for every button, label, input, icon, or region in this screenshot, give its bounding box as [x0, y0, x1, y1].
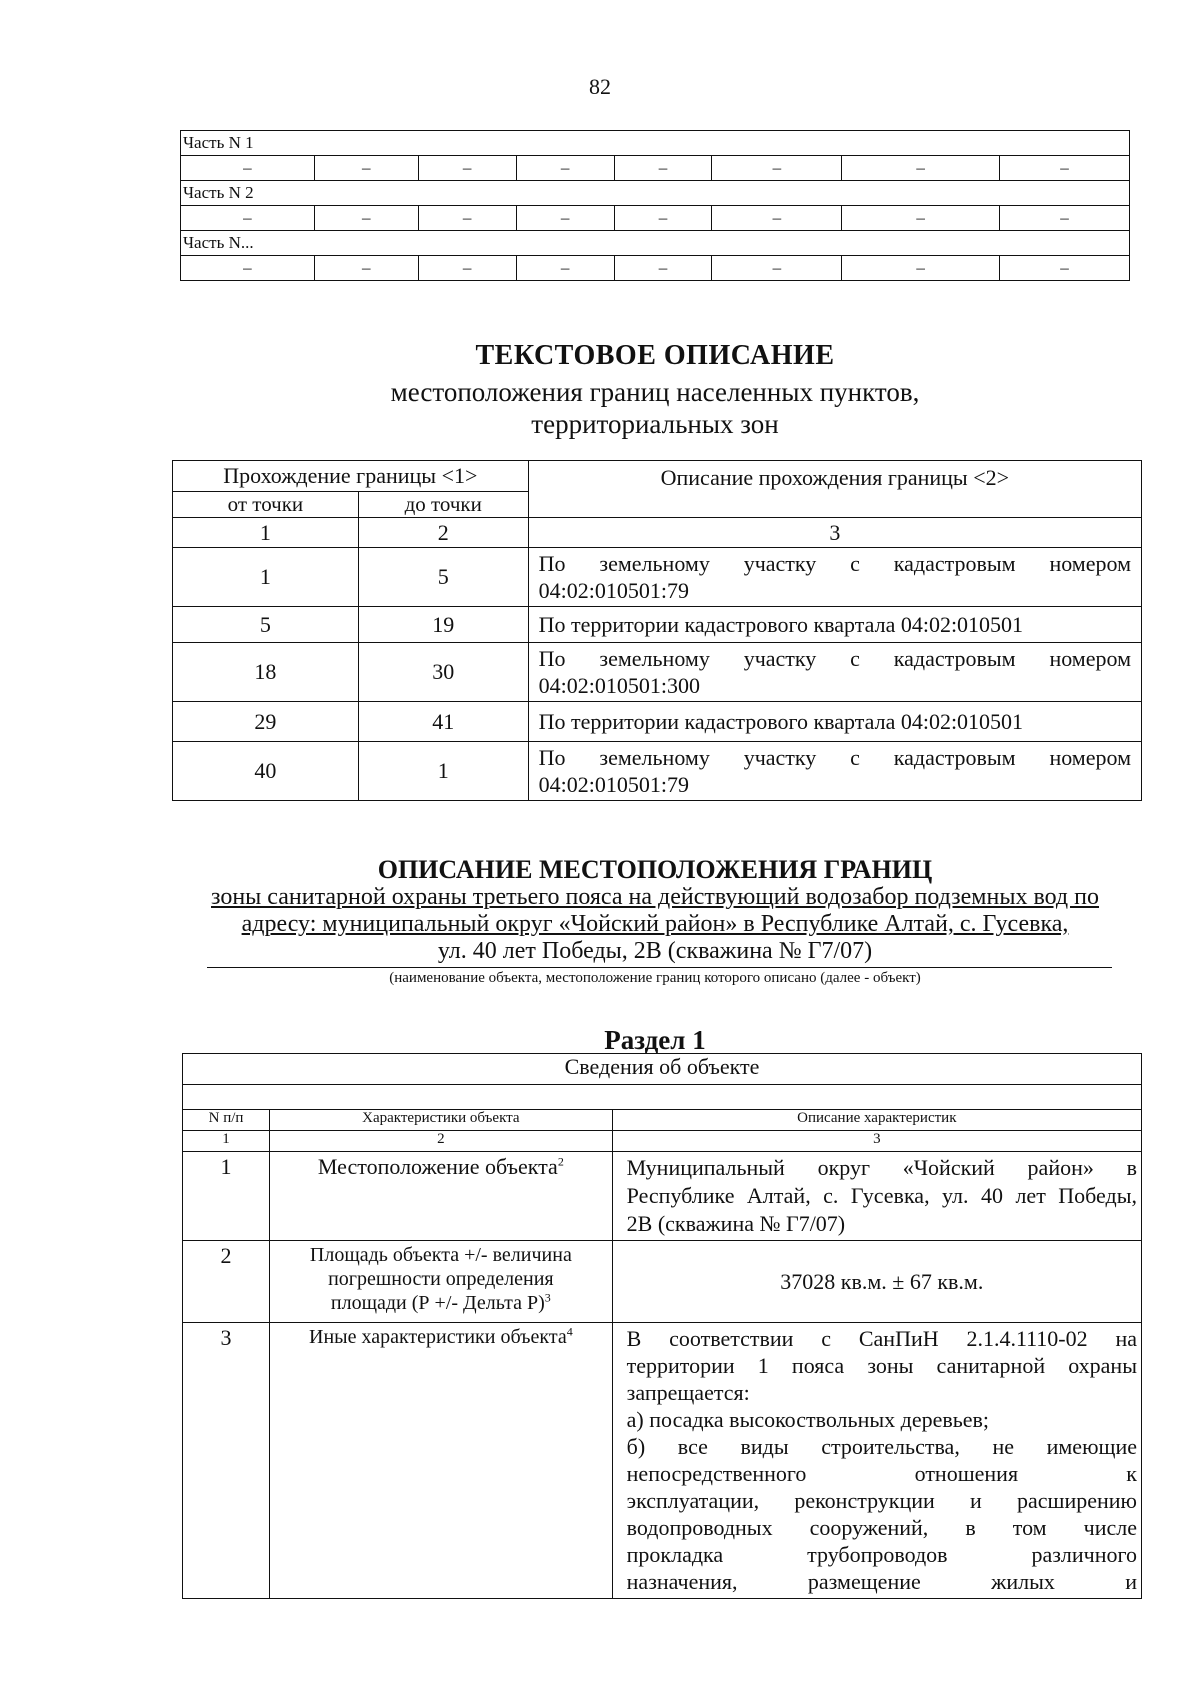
characteristic-name — [270, 1152, 613, 1241]
to-point-cell: 30 — [358, 643, 528, 702]
part-dash-row — [181, 256, 1130, 281]
table-row — [173, 643, 1142, 702]
header-passage: Прохождение границы <1> — [173, 461, 529, 492]
value-line: территории 1 пояса зоны санитарной охраны — [626, 1353, 1137, 1378]
header-description: Описание прохождения границы <2> — [528, 461, 1141, 518]
page-number: 82 — [589, 74, 611, 99]
from-point-cell: 40 — [173, 742, 359, 801]
dash-cell: – — [1000, 156, 1130, 181]
value-line: запрещается: — [626, 1380, 750, 1405]
part-label: Часть N... — [181, 231, 1130, 256]
column-number: 3 — [612, 1131, 1141, 1152]
characteristic-name — [270, 1323, 613, 1599]
dash-cell: – — [712, 256, 842, 281]
dash-cell: – — [614, 156, 712, 181]
footnote-mark: 2 — [557, 1154, 564, 1169]
dash-cell: – — [314, 156, 418, 181]
object-name-line: зоны санитарной охраны третьего пояса на действующий водозабор подземных вод по — [211, 884, 1099, 910]
dash-cell: – — [314, 206, 418, 231]
to-point-cell: 19 — [358, 607, 528, 643]
to-point-cell: 5 — [358, 548, 528, 607]
header-to-point: до точки — [358, 492, 528, 518]
parts-table — [180, 130, 1130, 281]
column-number: 3 — [528, 518, 1141, 548]
description-cell: По территории кадастрового квартала 04:02:010501 — [528, 607, 1141, 643]
part-label: Часть N 1 — [181, 131, 1130, 156]
characteristic-name — [270, 1241, 613, 1323]
part-label-row — [181, 181, 1130, 206]
dash-cell: – — [418, 156, 516, 181]
dash-cell: – — [1000, 256, 1130, 281]
text-description-title: ТЕКСТОВОЕ ОПИСАНИЕ — [475, 340, 835, 371]
object-name-line: ул. 40 лет Победы, 2В (скважина № Г7/07) — [437, 938, 873, 964]
dash-cell: – — [181, 256, 315, 281]
characteristic-name-text: Иные характеристики объекта — [309, 1326, 567, 1348]
characteristic-value — [612, 1152, 1141, 1241]
blank-cell — [183, 1085, 1142, 1110]
dash-cell: – — [418, 206, 516, 231]
description-line: 04:02:010501:79 — [538, 772, 689, 797]
text-description-subtitle: территориальных зон — [531, 409, 779, 439]
value-line: Республике Алтай, с. Гусевка, ул. 40 лет Победы, — [626, 1183, 1137, 1208]
characteristic-name-line: погрешности определения — [328, 1268, 554, 1290]
from-point-cell: 18 — [173, 643, 359, 702]
characteristic-name-line: площади (Р +/- Дельта Р) — [330, 1292, 545, 1314]
description-cell — [528, 548, 1141, 607]
dash-cell: – — [516, 256, 614, 281]
value-line: непосредственного отношения к — [626, 1461, 1137, 1486]
description-line: По земельному участку с кадастровым номером — [538, 646, 1131, 671]
boundary-table — [172, 460, 1142, 801]
table-header-row — [173, 461, 1142, 492]
description-line: По земельному участку с кадастровым номером — [538, 551, 1131, 576]
column-header: N п/п — [183, 1110, 270, 1131]
part-label: Часть N 2 — [181, 181, 1130, 206]
value-line: 2В (скважина № Г7/07) — [626, 1211, 846, 1236]
characteristic-value — [612, 1323, 1141, 1599]
dash-cell: – — [842, 256, 1000, 281]
value-line: водопроводных сооружений, в том числе — [626, 1515, 1137, 1540]
dash-cell: – — [314, 256, 418, 281]
to-point-cell: 1 — [358, 742, 528, 801]
description-line: По земельному участку с кадастровым номером — [538, 745, 1131, 770]
column-header: Описание характеристик — [612, 1110, 1141, 1131]
value-line: эксплуатации, реконструкции и расширению — [626, 1488, 1137, 1513]
to-point-cell: 41 — [358, 702, 528, 742]
text-description-subtitle: местоположения границ населенных пунктов, — [390, 377, 920, 407]
table-row — [183, 1241, 1142, 1323]
characteristic-name-line-wrap — [276, 1291, 606, 1315]
from-point-cell: 1 — [173, 548, 359, 607]
section-title: Раздел 1 — [604, 1025, 706, 1055]
description-cell — [528, 643, 1141, 702]
part-label-row — [181, 231, 1130, 256]
dash-cell: – — [614, 256, 712, 281]
object-info-table — [182, 1053, 1142, 1599]
table-row — [173, 607, 1142, 643]
description-line: 04:02:010501:300 — [538, 673, 700, 698]
table-row — [183, 1323, 1142, 1599]
description-line: 04:02:010501:79 — [538, 578, 689, 603]
dash-cell: – — [842, 206, 1000, 231]
from-point-cell: 5 — [173, 607, 359, 643]
part-label-row — [181, 131, 1130, 156]
column-number: 1 — [173, 518, 359, 548]
boundaries-description-title: ОПИСАНИЕ МЕСТОПОЛОЖЕНИЯ ГРАНИЦ — [377, 855, 933, 884]
column-number: 2 — [270, 1131, 613, 1152]
dash-cell: – — [712, 156, 842, 181]
table-row — [173, 548, 1142, 607]
row-number: 1 — [183, 1152, 270, 1241]
column-header-row — [183, 1110, 1142, 1131]
description-cell: По территории кадастрового квартала 04:02:010501 — [528, 702, 1141, 742]
dash-cell: – — [614, 206, 712, 231]
column-number: 1 — [183, 1131, 270, 1152]
table-row — [173, 742, 1142, 801]
value-line: Муниципальный округ «Чойский район» в — [626, 1155, 1137, 1180]
table-row — [183, 1152, 1142, 1241]
part-dash-row — [181, 156, 1130, 181]
value-line: В соответствии с СанПиН 2.1.4.1110-02 на — [626, 1326, 1137, 1351]
column-number-row — [173, 518, 1142, 548]
value-line: а) посадка высокоствольных деревьев; — [626, 1407, 990, 1432]
column-header: Характеристики объекта — [270, 1110, 613, 1131]
table-row — [173, 702, 1142, 742]
table-title-row — [183, 1054, 1142, 1085]
description-cell — [528, 742, 1141, 801]
value-line: назначения, размещение жилых и — [626, 1569, 1137, 1594]
dash-cell: – — [1000, 206, 1130, 231]
dash-cell: – — [842, 156, 1000, 181]
from-point-cell: 29 — [173, 702, 359, 742]
row-number: 2 — [183, 1241, 270, 1323]
blank-row — [183, 1085, 1142, 1110]
footnote-mark: 4 — [566, 1324, 573, 1339]
dash-cell: – — [181, 206, 315, 231]
object-name-line: адресу: муниципальный округ «Чойский район» в Республике Алтай, с. Гусевка, — [241, 911, 1069, 937]
underline-rule — [207, 967, 1112, 968]
header-from-point: от точки — [173, 492, 359, 518]
column-number: 2 — [358, 518, 528, 548]
area-value: 37028 кв.м. ± 67 кв.м. — [612, 1241, 1141, 1323]
value-line: б) все виды строительства, не имеющие — [626, 1434, 1137, 1459]
row-number: 3 — [183, 1323, 270, 1599]
column-number-row — [183, 1131, 1142, 1152]
dash-cell: – — [418, 256, 516, 281]
characteristic-name-line: Площадь объекта +/- величина — [309, 1244, 572, 1266]
table-title: Сведения об объекте — [183, 1054, 1142, 1085]
footnote-mark: 3 — [544, 1290, 551, 1305]
value-line: прокладка трубопроводов различного — [626, 1542, 1137, 1567]
dash-cell: – — [181, 156, 315, 181]
dash-cell: – — [516, 206, 614, 231]
dash-cell: – — [516, 156, 614, 181]
part-dash-row — [181, 206, 1130, 231]
object-caption: (наименование объекта, местоположение границ которого описано (далее - объект) — [389, 970, 921, 986]
dash-cell: – — [712, 206, 842, 231]
characteristic-name-text: Местоположение объекта — [317, 1154, 558, 1179]
